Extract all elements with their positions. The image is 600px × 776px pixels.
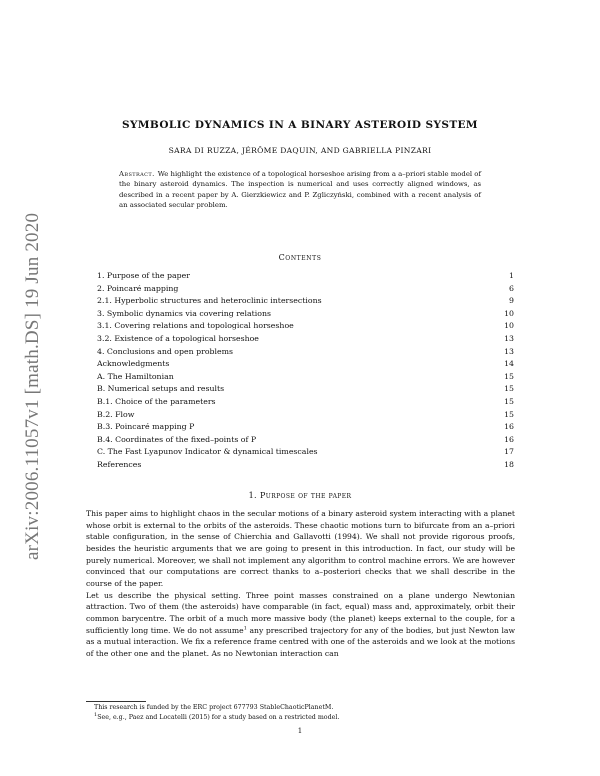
toc-label: 2. Poincaré mapping <box>97 283 179 293</box>
arxiv-identifier: arXiv:2006.11057v1 [math.DS] 19 Jun 2020 <box>22 212 43 560</box>
toc-page: 15 <box>504 371 514 381</box>
paragraph: This paper aims to highlight chaos in the secular motions of a binary asteroid system interacting with a planet whose orbit is external to the orbits of the asteroids. These chaotic motions turn to bifurcate from an a–priori stable configuration, in the sense of Chierchia and Gallavotti (1994). We shall not provide rigorous proofs, besides the heuristic arguments that we are going to present in this introduction. In fact, our study will be purely numerical. Moreover, we shall not implement any algorithm to control machine errors. We are however convinced that our computations are correct thanks to a–posteriori checks that we shall describe in the course of the paper. <box>86 509 515 588</box>
toc-label: References <box>97 459 142 469</box>
funding-note: This research is funded by the ERC project 677793 StableChaoticPlanetM. <box>94 704 334 711</box>
footnote <box>86 713 515 723</box>
toc-page: 9 <box>509 296 514 306</box>
toc-label: B.4. Coordinates of the fixed–points of P <box>97 434 257 444</box>
toc-entry[interactable] <box>97 358 514 371</box>
toc-page: 15 <box>504 396 514 406</box>
toc-page: 15 <box>504 384 514 394</box>
toc-page: 13 <box>504 333 514 343</box>
toc-entry[interactable] <box>97 434 514 447</box>
section-number: 1. <box>248 491 257 500</box>
toc-page: 1 <box>509 271 514 280</box>
footnote-text: See, e.g., Paez and Locatelli (2015) for a study based on a restricted model. <box>97 713 340 721</box>
footnote-number: 1 <box>94 711 98 718</box>
toc-page: 16 <box>504 422 514 432</box>
toc-label: C. The Fast Lyapunov Indicator & dynamical timescales <box>97 447 318 457</box>
toc-label: 3.2. Existence of a topological horseshoe <box>97 333 259 343</box>
abstract-label: Abstract. <box>119 170 155 178</box>
toc-entry[interactable] <box>97 383 514 396</box>
section-body <box>86 508 515 660</box>
footnotes <box>86 703 515 723</box>
toc-page: 16 <box>504 434 514 444</box>
toc-label: 2.1. Hyperbolic structures and heteroclinic intersections <box>97 296 322 306</box>
footnote-marker[interactable]: 1 <box>243 625 247 632</box>
toc-page: 17 <box>504 447 514 457</box>
toc-page: 10 <box>504 321 514 331</box>
section-heading <box>0 491 600 500</box>
toc-entry[interactable] <box>97 396 514 409</box>
toc-page: 6 <box>509 283 514 293</box>
page-number: 1 <box>297 727 303 735</box>
paragraph-text: Let us describe the physical setting. Three point masses constrained on a plane undergo Newtonian attraction. Two of them (the asteroids) have comparable (in fact, equal) mass and, approximately, orbit their common barycentre. The orbit of a much more massive body (the planet) keeps external to the couple, for a sufficiently long time. We do not assume <box>86 590 515 635</box>
abstract <box>119 169 481 210</box>
toc-entry[interactable] <box>97 333 514 346</box>
toc-label: Acknowledgments <box>97 359 170 369</box>
toc-label: 3. Symbolic dynamics via covering relations <box>97 308 272 318</box>
toc-page: 15 <box>504 409 514 419</box>
toc-page: 13 <box>504 346 514 356</box>
paragraph <box>86 590 515 660</box>
toc-label: B.1. Choice of the parameters <box>97 396 216 406</box>
toc-entry[interactable] <box>97 270 514 283</box>
toc-entry[interactable] <box>97 308 514 321</box>
toc-label: B. Numerical setups and results <box>97 384 225 394</box>
toc-page: 14 <box>504 359 514 369</box>
toc-entry[interactable] <box>97 409 514 422</box>
toc-label: 4. Conclusions and open problems <box>97 346 234 356</box>
toc-entry[interactable] <box>97 320 514 333</box>
toc-page: 10 <box>504 308 514 318</box>
toc-label: A. The Hamiltonian <box>97 371 174 381</box>
toc-label: 3.1. Covering relations and topological horseshoe <box>97 321 294 331</box>
toc-entry[interactable] <box>97 295 514 308</box>
abstract-text: We highlight the existence of a topological horseshoe arising from a a–priori stable model of the binary asteroid dynamics. The inspection is numerical and uses correctly aligned windows, as described in a recent paper by A. Gierzkiewicz and P. Zgliczyński, combined with a recent analysis of an associated secular problem. <box>119 170 481 209</box>
toc-entry[interactable] <box>97 346 514 359</box>
toc-entry[interactable] <box>97 446 514 459</box>
section-title: Purpose of the paper <box>259 491 352 500</box>
paper-title: SYMBOLIC DYNAMICS IN A BINARY ASTEROID SYSTEM <box>122 119 478 131</box>
paragraph-text: any prescribed trajectory for any of the bodies, but just Newton law as a mutual interaction. We fix a reference frame centred with one of the asteroids and we look at the motions of the other one and the planet. As no Newtonian interaction can <box>86 625 515 658</box>
toc-entry[interactable] <box>97 283 514 296</box>
toc-entry[interactable] <box>97 371 514 384</box>
footnote-rule <box>86 701 146 702</box>
toc-entry[interactable] <box>97 459 514 472</box>
toc-label: 1. Purpose of the paper <box>97 271 190 280</box>
toc-label: B.2. Flow <box>97 409 135 419</box>
contents-title: Contents <box>278 253 322 262</box>
toc-page: 18 <box>504 459 514 469</box>
toc-entry[interactable] <box>97 421 514 434</box>
toc-label: B.3. Poincaré mapping P <box>97 422 195 432</box>
paper-authors: SARA DI RUZZA, JÉRÔME DAQUIN, AND GABRIELLA PINZARI <box>168 146 432 155</box>
table-of-contents <box>97 270 514 472</box>
